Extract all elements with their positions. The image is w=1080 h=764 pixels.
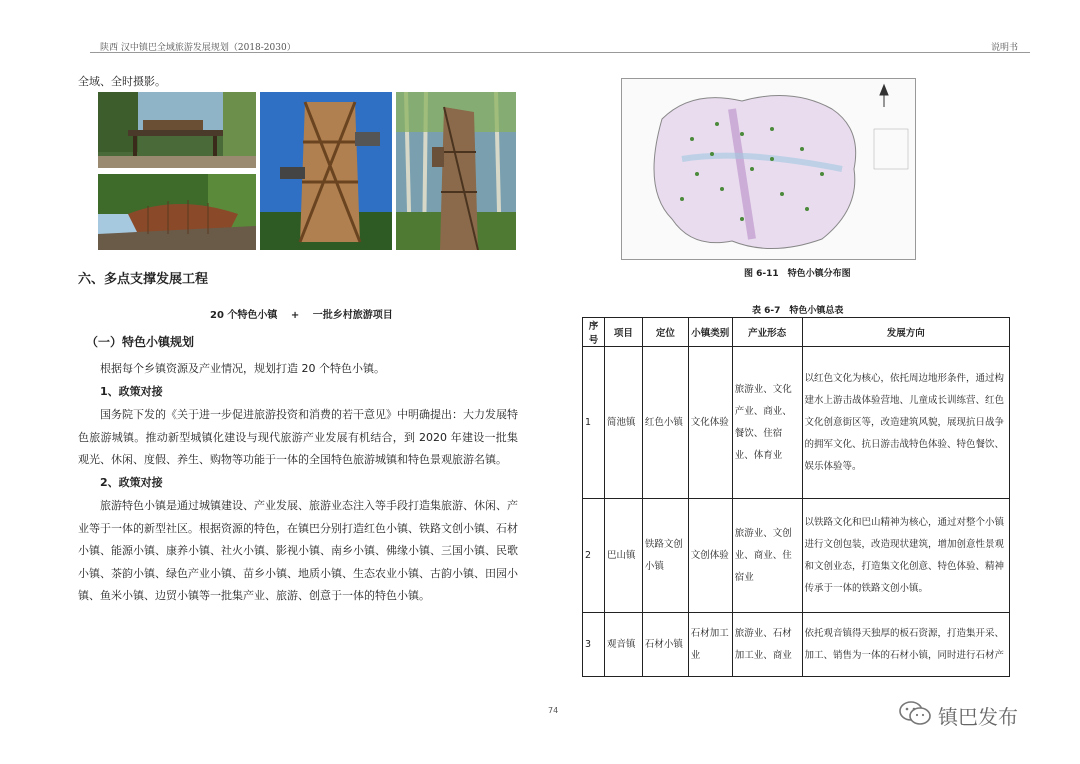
cell-no: 2	[583, 499, 605, 613]
photo-wooden-tower	[260, 92, 392, 250]
header-divider	[90, 52, 1030, 53]
intro-line: 全域、全时摄影。	[78, 75, 166, 88]
cell-direction	[802, 613, 1009, 677]
header-doc-title: 陕西 汉中镇巴全域旅游发展规划（2018-2030）	[100, 43, 296, 53]
heading-policy-1: 1、政策对接	[100, 385, 163, 398]
cell-industry: 旅游业、石材加工业、商业	[732, 613, 802, 677]
cell-name: 简池镇	[604, 347, 642, 499]
cell-no: 1	[583, 347, 605, 499]
wechat-icon	[898, 700, 932, 731]
table-caption: 表 6-7 特色小镇总表	[752, 306, 844, 316]
figure-caption: 图 6-11 特色小镇分布图	[744, 269, 851, 279]
town-distribution-map	[621, 78, 916, 260]
col-header-direction: 发展方向	[802, 318, 1009, 347]
center-title: 20 个特色小镇 + 一批乡村旅游项目	[210, 310, 393, 321]
heading-policy-2: 2、政策对接	[100, 476, 163, 489]
cell-name: 巴山镇	[604, 499, 642, 613]
sub-title: （一）特色小镇规划	[86, 335, 195, 349]
table-row	[583, 613, 1010, 677]
photo-forest-tower	[396, 92, 516, 250]
cell-type: 文创体验	[688, 499, 732, 613]
cell-direction: 以红色文化为核心，依托周边地形条件，通过构建水上游击战体验营地、儿童成长训练营、红色文化创意街区等，改造建筑风貌，展现抗日战争的拥军文化、抗日游击战特色体验、特色餐饮、娱乐体验等。	[802, 347, 1009, 499]
watermark-text: 镇巴发布	[938, 705, 1018, 729]
col-header-project: 项目	[604, 318, 642, 347]
paragraph-2: 国务院下发的《关于进一步促进旅游投资和消费的若干意见》中明确提出：大力发展特色旅游城镇。推动新型城镇化建设与现代旅游产业发展有机结合，到 2020 年建设一批集观光、休闲、度假、养生、购物等功能于一体的全国特色旅游城镇和特色景观旅游名镇。	[78, 408, 518, 467]
header-doc-type: 说明书	[990, 43, 1018, 53]
cell-position: 红色小镇	[642, 347, 688, 499]
cell-position: 铁路文创小镇	[642, 499, 688, 613]
cell-direction: 以铁路文化和巴山精神为核心，通过对整个小镇进行文创包装，改造现状建筑，增加创意性景观和文创业态，打造集文化创意、特色体验、精神传承于一体的铁路文创小镇。	[802, 499, 1009, 613]
photo-wooden-boat-deck	[98, 174, 256, 250]
cell-no: 3	[583, 613, 605, 677]
special-towns-table	[582, 317, 1010, 677]
cell-industry: 旅游业、文创业、商业、住宿业	[732, 499, 802, 613]
table-row	[583, 499, 1010, 613]
cell-direction-text: 依托观音镇得天独厚的板石资源，打造集开采、加工、销售为一体的石材小镇，同时进行石材产	[804, 627, 1005, 661]
col-header-type: 小镇类别	[688, 318, 732, 347]
photo-viewing-platform	[98, 92, 256, 168]
cell-name: 观音镇	[604, 613, 642, 677]
watermark	[898, 700, 1018, 731]
cell-industry: 旅游业、文化产业、商业、餐饮、住宿业、体育业	[732, 347, 802, 499]
col-header-no: 序号	[583, 318, 605, 347]
section-title: 六、多点支撑发展工程	[78, 272, 209, 287]
col-header-industry: 产业形态	[732, 318, 802, 347]
table-header-row	[583, 318, 1010, 347]
paragraph-1: 根据每个乡镇资源及产业情况，规划打造 20 个特色小镇。	[100, 362, 385, 375]
cell-position: 石材小镇	[642, 613, 688, 677]
paragraph-3: 旅游特色小镇是通过城镇建设、产业发展、旅游业态注入等手段打造集旅游、休闲、产业等于一体的新型社区。根据资源的特色，在镇巴分别打造红色小镇、铁路文创小镇、石材小镇、能源小镇、康养小镇、社火小镇、影视小镇、南乡小镇、佛缘小镇、三国小镇、民歌小镇、茶韵小镇、绿色产业小镇、苗乡小镇、地质小镇、生态农业小镇、古韵小镇、田园小镇、鱼米小镇、边贸小镇等一批集产业、旅游、创意于一体的特色小镇。	[78, 499, 518, 603]
table-row	[583, 347, 1010, 499]
cell-type: 石材加工业	[688, 613, 732, 677]
cell-type: 文化体验	[688, 347, 732, 499]
page-number: 74	[548, 706, 559, 715]
col-header-position: 定位	[642, 318, 688, 347]
